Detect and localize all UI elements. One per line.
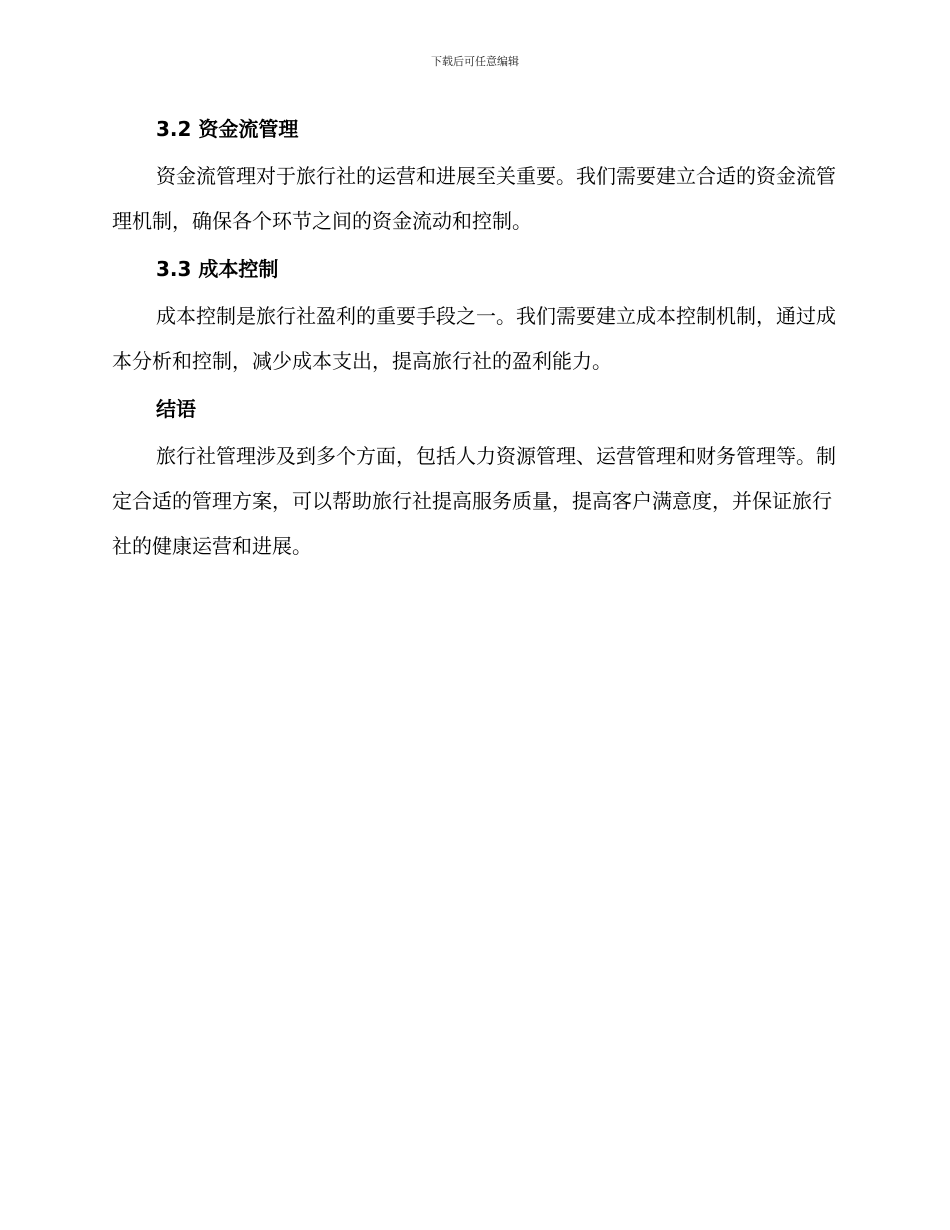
section-heading-cash-flow: 3.2 资金流管理 (156, 117, 299, 141)
header-note: 下载后可任意编辑 (431, 55, 519, 68)
section-paragraph-cost-control: 成本控制是旅行社盈利的重要手段之一。我们需要建立成本控制机制，通过成本分析和控制，减少成本支出，提高旅行社的盈利能力。 (112, 304, 836, 373)
section-heading-cost-control: 3.3 成本控制 (156, 257, 279, 281)
section-paragraph-cash-flow: 资金流管理对于旅行社的运营和进展至关重要。我们需要建立合适的资金流管理机制，确保各个环节之间的资金流动和控制。 (112, 164, 836, 233)
section-paragraph-conclusion: 旅行社管理涉及到多个方面，包括人力资源管理、运营管理和财务管理等。制定合适的管理方案，可以帮助旅行社提高服务质量，提高客户满意度，并保证旅行社的健康运营和进展。 (112, 444, 836, 558)
section-heading-conclusion: 结语 (156, 397, 196, 421)
document-body (112, 112, 838, 577)
